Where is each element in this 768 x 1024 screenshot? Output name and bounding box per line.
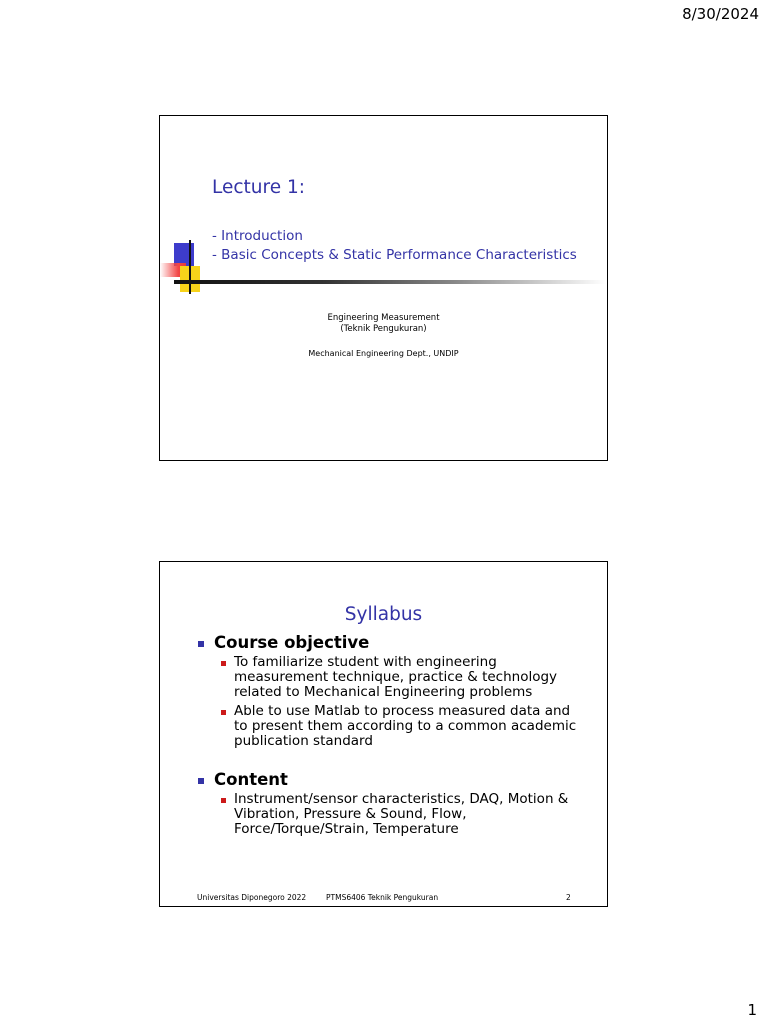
square-bullet-icon [221,798,226,803]
section-heading [196,632,596,654]
list-item-line: Vibration, Pressure & Sound, Flow, [234,805,467,822]
list-item-line: Force/Torque/Strain, Temperature [234,820,459,837]
slide-2 [159,561,608,907]
list-item [196,655,596,699]
section-heading-text: Content [214,770,288,789]
section-content [196,769,596,841]
subtitle-introduction: - Introduction [212,228,303,244]
list-item-line: publication standard [234,732,373,749]
slide-decoration-horizontal-line [174,280,606,284]
square-bullet-icon [221,710,226,715]
course-name [160,313,607,335]
department-name: Mechanical Engineering Dept., UNDIP [308,349,459,358]
list-item-line: to present them according to a common academic [234,718,577,735]
list-item-line: Able to use Matlab to process measured data and [234,703,571,720]
slide-1-title: Lecture 1: [212,177,305,198]
slide-decoration-vertical-line [189,240,191,294]
page-number: 1 [747,1001,757,1019]
slide-2-title: Syllabus [344,604,423,625]
subtitle-basic-concepts: - Basic Concepts & Static Performance Characteristics [212,247,577,263]
list-item [196,704,596,748]
slide-footer-course: PTMS6406 Teknik Pengukuran [326,893,439,902]
slide-number: 2 [566,893,571,902]
square-bullet-icon [198,778,204,784]
slide-footer-university: Universitas Diponegoro 2022 [197,893,307,902]
list-item-line: Instrument/sensor characteristics, DAQ, Motion & [234,791,569,807]
section-heading-text: Course objective [214,633,370,652]
content-list [196,792,596,836]
list-item-line: measurement technique, practice & technology [234,668,558,685]
objective-list [196,655,596,749]
slide-1-subtitles [212,227,577,265]
list-item [196,792,596,836]
list-item-line: related to Mechanical Engineering problems [234,683,533,700]
section-course-objective [196,632,596,754]
page-date: 8/30/2024 [682,5,759,23]
list-item-line: To familiarize student with engineering [234,654,497,670]
section-heading [196,769,596,791]
course-name-english: Engineering Measurement [327,313,440,323]
square-bullet-icon [221,661,226,666]
square-bullet-icon [198,641,204,647]
slide-1 [159,115,608,461]
course-name-local: (Teknik Pengukuran) [340,324,427,334]
